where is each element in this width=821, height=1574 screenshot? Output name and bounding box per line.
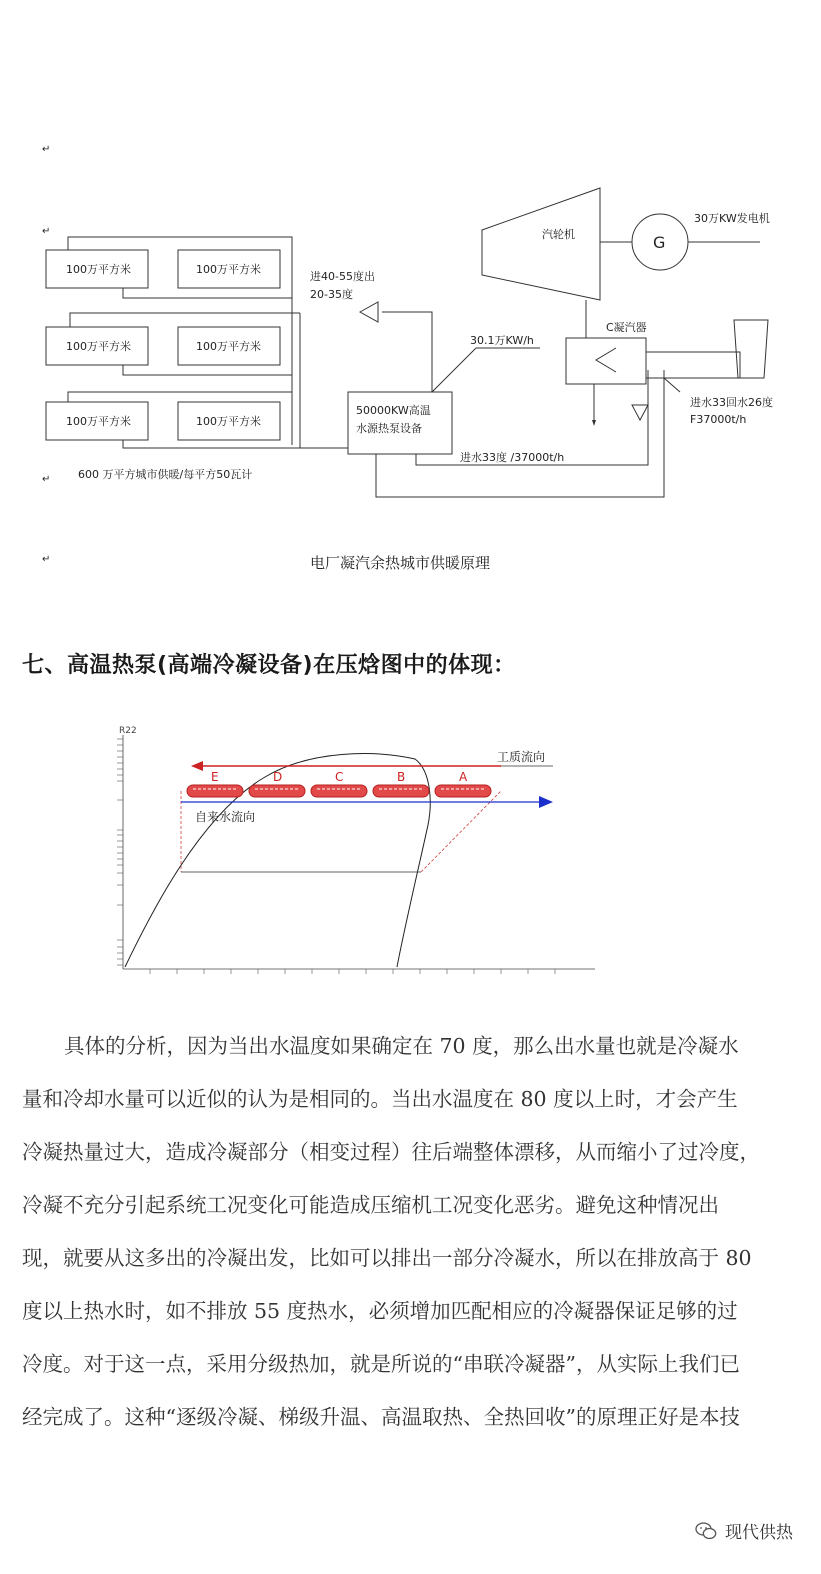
stage-label: C xyxy=(335,770,344,784)
paragraph-mark-icon: ↵ xyxy=(42,554,51,565)
condenser-label: C凝汽器 xyxy=(606,321,647,334)
generator-symbol: G xyxy=(653,233,666,252)
heat-pump-label: 水源热泵设备 xyxy=(356,422,422,435)
stage-label: E xyxy=(211,770,219,784)
stage-label: D xyxy=(273,770,283,784)
water-flow-arrowhead xyxy=(539,796,553,808)
body-paragraph xyxy=(22,1020,807,1444)
body-line: 量和冷却水量可以近似的认为是相同的。当出水温度在 80 度以上时，才会产生 xyxy=(22,1087,738,1111)
building-label: 100万平方米 xyxy=(66,340,131,353)
return-water-label: 进水33回水26度 xyxy=(690,396,773,409)
working-fluid-arrowhead xyxy=(191,761,203,771)
paragraph-mark-icon: ↵ xyxy=(42,144,51,155)
account-watermark xyxy=(695,1518,793,1543)
body-line: 度以上热水时，如不排放 55 度热水，必须增加匹配相应的冷凝器保证足够的过 xyxy=(22,1299,738,1323)
stage-tube-c xyxy=(311,785,367,797)
cooling-tower xyxy=(734,320,768,378)
body-line: 冷度。对于这一点，采用分级热加，就是所说的“串联冷凝器”，从实际上我们已 xyxy=(22,1352,740,1376)
condenser-box xyxy=(566,338,646,384)
building-label: 100万平方米 xyxy=(196,415,261,428)
account-name: 现代供热 xyxy=(725,1523,793,1543)
water-flow-label: 自来水流向 xyxy=(195,810,256,824)
diagram-caption: 电厂凝汽余热城市供暖原理 xyxy=(310,554,491,572)
building-label: 100万平方米 xyxy=(66,263,131,276)
power-plant-heating-diagram xyxy=(20,130,810,600)
heat-pump-label: 50000KW高温 xyxy=(356,404,431,417)
stage-label: A xyxy=(459,770,468,784)
compression-line xyxy=(421,791,501,872)
turbine-label: 汽轮机 xyxy=(542,228,575,241)
building-label: 100万平方米 xyxy=(196,340,261,353)
inlet-label: 进水33度 /37000t/h xyxy=(460,451,565,464)
paragraph-mark-icon: ↵ xyxy=(42,474,51,485)
body-line: 冷凝不充分引起系统工况变化可能造成压缩机工况变化恶劣。避免这种情况出 xyxy=(22,1193,719,1217)
refrigerant-label: R22 xyxy=(119,726,137,736)
body-line: 冷凝热量过大，造成冷凝部分（相变过程）往后端整体漂移，从而缩小了过冷度， xyxy=(22,1140,760,1164)
building-label: 100万平方米 xyxy=(196,263,261,276)
turbine xyxy=(482,188,600,300)
paragraph-mark-icon: ↵ xyxy=(42,226,51,237)
pressure-enthalpy-chart xyxy=(105,725,605,995)
wechat-icon xyxy=(695,1521,717,1541)
generator-label: 30万KW发电机 xyxy=(694,212,770,225)
flow-rate-label: 30.1万KW/h xyxy=(470,334,534,347)
stage-label: B xyxy=(397,770,406,784)
supply-temp-note: 进40-55度出 xyxy=(310,270,375,283)
stage-tube-b xyxy=(373,785,429,797)
stage-tube-e xyxy=(187,785,243,797)
city-heating-note: 600 万平方城市供暖/每平方50瓦计 xyxy=(78,468,253,481)
stage-tube-a xyxy=(435,785,491,797)
section-heading: 七、高温热泵(高端冷凝设备)在压焓图中的体现： xyxy=(22,653,516,678)
body-line: 具体的分析，因为当出水温度如果确定在 70 度，那么出水量也就是冷凝水 xyxy=(64,1034,739,1058)
return-temp-note: 20-35度 xyxy=(310,288,353,301)
body-line: 现，就要从这多出的冷凝出发，比如可以排出一部分冷凝水，所以在排放高于 80 xyxy=(22,1246,752,1270)
building-label: 100万平方米 xyxy=(66,415,131,428)
flow-label: F37000t/h xyxy=(690,413,747,426)
stage-tube-d xyxy=(249,785,305,797)
working-fluid-label: 工质流向 xyxy=(497,750,546,764)
body-line: 经完成了。这种“逐级冷凝、梯级升温、高温取热、全热回收”的原理正好是本技 xyxy=(22,1405,740,1429)
